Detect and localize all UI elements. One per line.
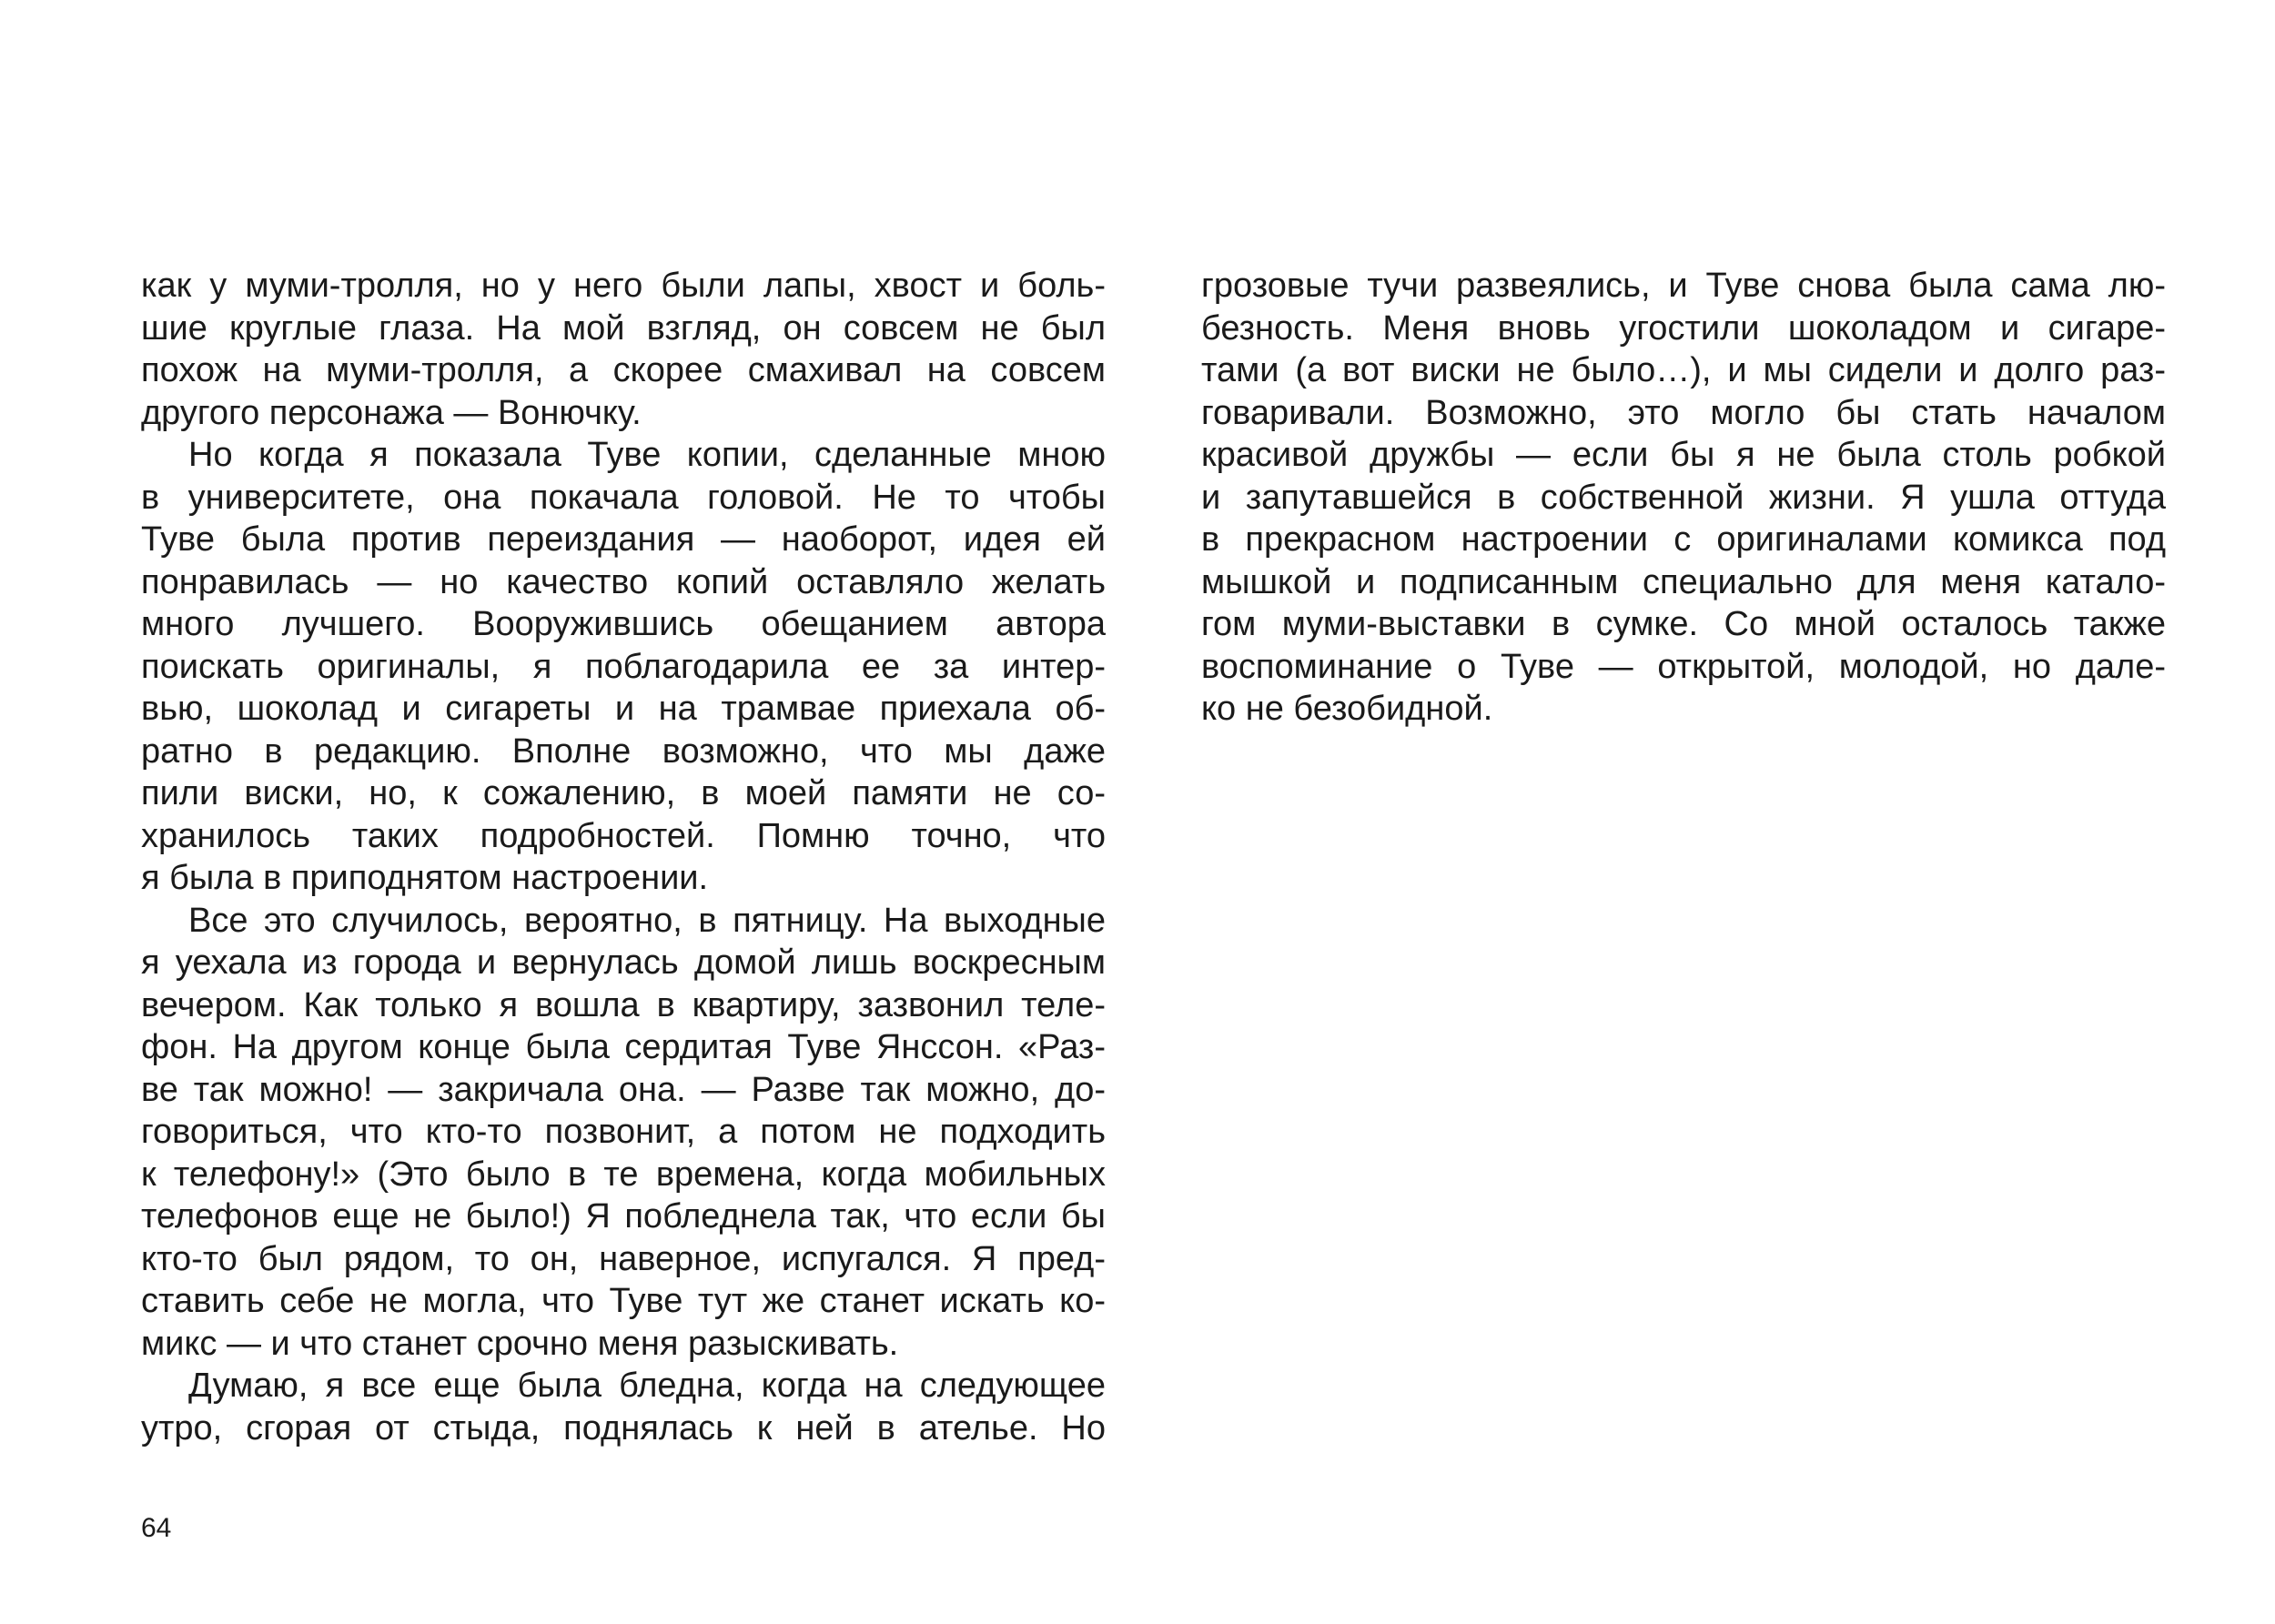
text-line: я была в приподнятом настроении. <box>141 859 709 897</box>
text-line: вью, шоколад и сигареты и на трамвае приехала об- <box>141 690 1106 728</box>
text-line: в университете, она покачала головой. Не то чтобы <box>141 478 1106 517</box>
text-line: тами (а вот виски не было…), и мы сидели и долго раз- <box>1201 351 2166 389</box>
text-line: безность. Меня вновь угостили шоколадом и сигаре- <box>1201 308 2166 348</box>
text-line: другого персонажа — Вонючку. <box>141 393 642 432</box>
text-line: хранилось таких подробностей. Помню точно, что <box>141 816 1106 855</box>
text-line: ставить себе не могла, что Туве тут же станет искать ко- <box>141 1282 1106 1320</box>
text-line: ко не безобидной. <box>1201 690 1493 728</box>
text-line: в прекрасном настроении с оригиналами комикса под <box>1201 520 2166 559</box>
text-line: мышкой и подписанным специально для меня катало- <box>1201 562 2166 601</box>
text-line: пили виски, но, к сожалению, в моей памяти не со- <box>141 774 1106 812</box>
text-line: грозовые тучи развеялись, и Туве снова была сама лю- <box>1201 267 2166 305</box>
text-line: красивой дружбы — если бы я не была столь робкой <box>1201 436 2166 474</box>
right-text-column <box>1201 265 2166 731</box>
text-line: микс — и что станет срочно меня разыскивать. <box>141 1324 899 1363</box>
page-number: 64 <box>141 1513 172 1543</box>
text-line: гом муми-выставки в сумке. Со мной осталось также <box>1201 605 2166 643</box>
text-line: похож на муми-тролля, а скорее смахивал на совсем <box>141 351 1106 389</box>
text-line: вечером. Как только я вошла в квартиру, зазвонил теле- <box>141 985 1106 1024</box>
text-line: понравилась — но качество копий оставляло желать <box>141 562 1106 601</box>
text-line: телефонов еще не было!) Я побледнела так, что если бы <box>141 1197 1106 1236</box>
text-line: Но когда я показала Туве копии, сделанные мною <box>188 436 1106 474</box>
text-line: и запутавшейся в собственной жизни. Я ушла оттуда <box>1201 478 2166 517</box>
text-line: как у муми-тролля, но у него были лапы, хвост и боль- <box>141 267 1106 305</box>
text-line: ве так можно! — закричала она. — Разве так можно, до- <box>141 1070 1106 1109</box>
left-text-column <box>141 265 1106 1449</box>
text-line: Все это случилось, вероятно, в пятницу. На выходные <box>188 901 1106 940</box>
text-line: поискать оригиналы, я поблагодарила ее за интер- <box>141 647 1106 686</box>
text-line: к телефону!» (Это было в те времена, когда мобильных <box>141 1155 1106 1194</box>
text-line: ратно в редакцию. Вполне возможно, что мы даже <box>141 731 1106 771</box>
text-line: Туве была против переиздания — наоборот, идея ей <box>141 520 1106 559</box>
text-line: говаривали. Возможно, это могло бы стать началом <box>1201 393 2166 432</box>
text-line: утро, сгорая от стыда, поднялась к ней в ателье. Но <box>141 1408 1106 1447</box>
text-line: много лучшего. Вооружившись обещанием автора <box>141 605 1106 643</box>
text-line: шие круглые глаза. На мой взгляд, он совсем не был <box>141 308 1106 348</box>
text-line: кто-то был рядом, то он, наверное, испугался. Я пред- <box>141 1239 1106 1278</box>
text-line: воспоминание о Туве — открытой, молодой, но дале- <box>1201 647 2166 686</box>
text-line: Думаю, я все еще была бледна, когда на следующее <box>188 1367 1106 1405</box>
text-line: говориться, что кто-то позвонит, а потом не подходить <box>141 1113 1106 1151</box>
text-line: я уехала из города и вернулась домой лишь воскресным <box>141 943 1106 982</box>
text-line: фон. На другом конце была сердитая Туве Янссон. «Раз- <box>141 1028 1106 1066</box>
